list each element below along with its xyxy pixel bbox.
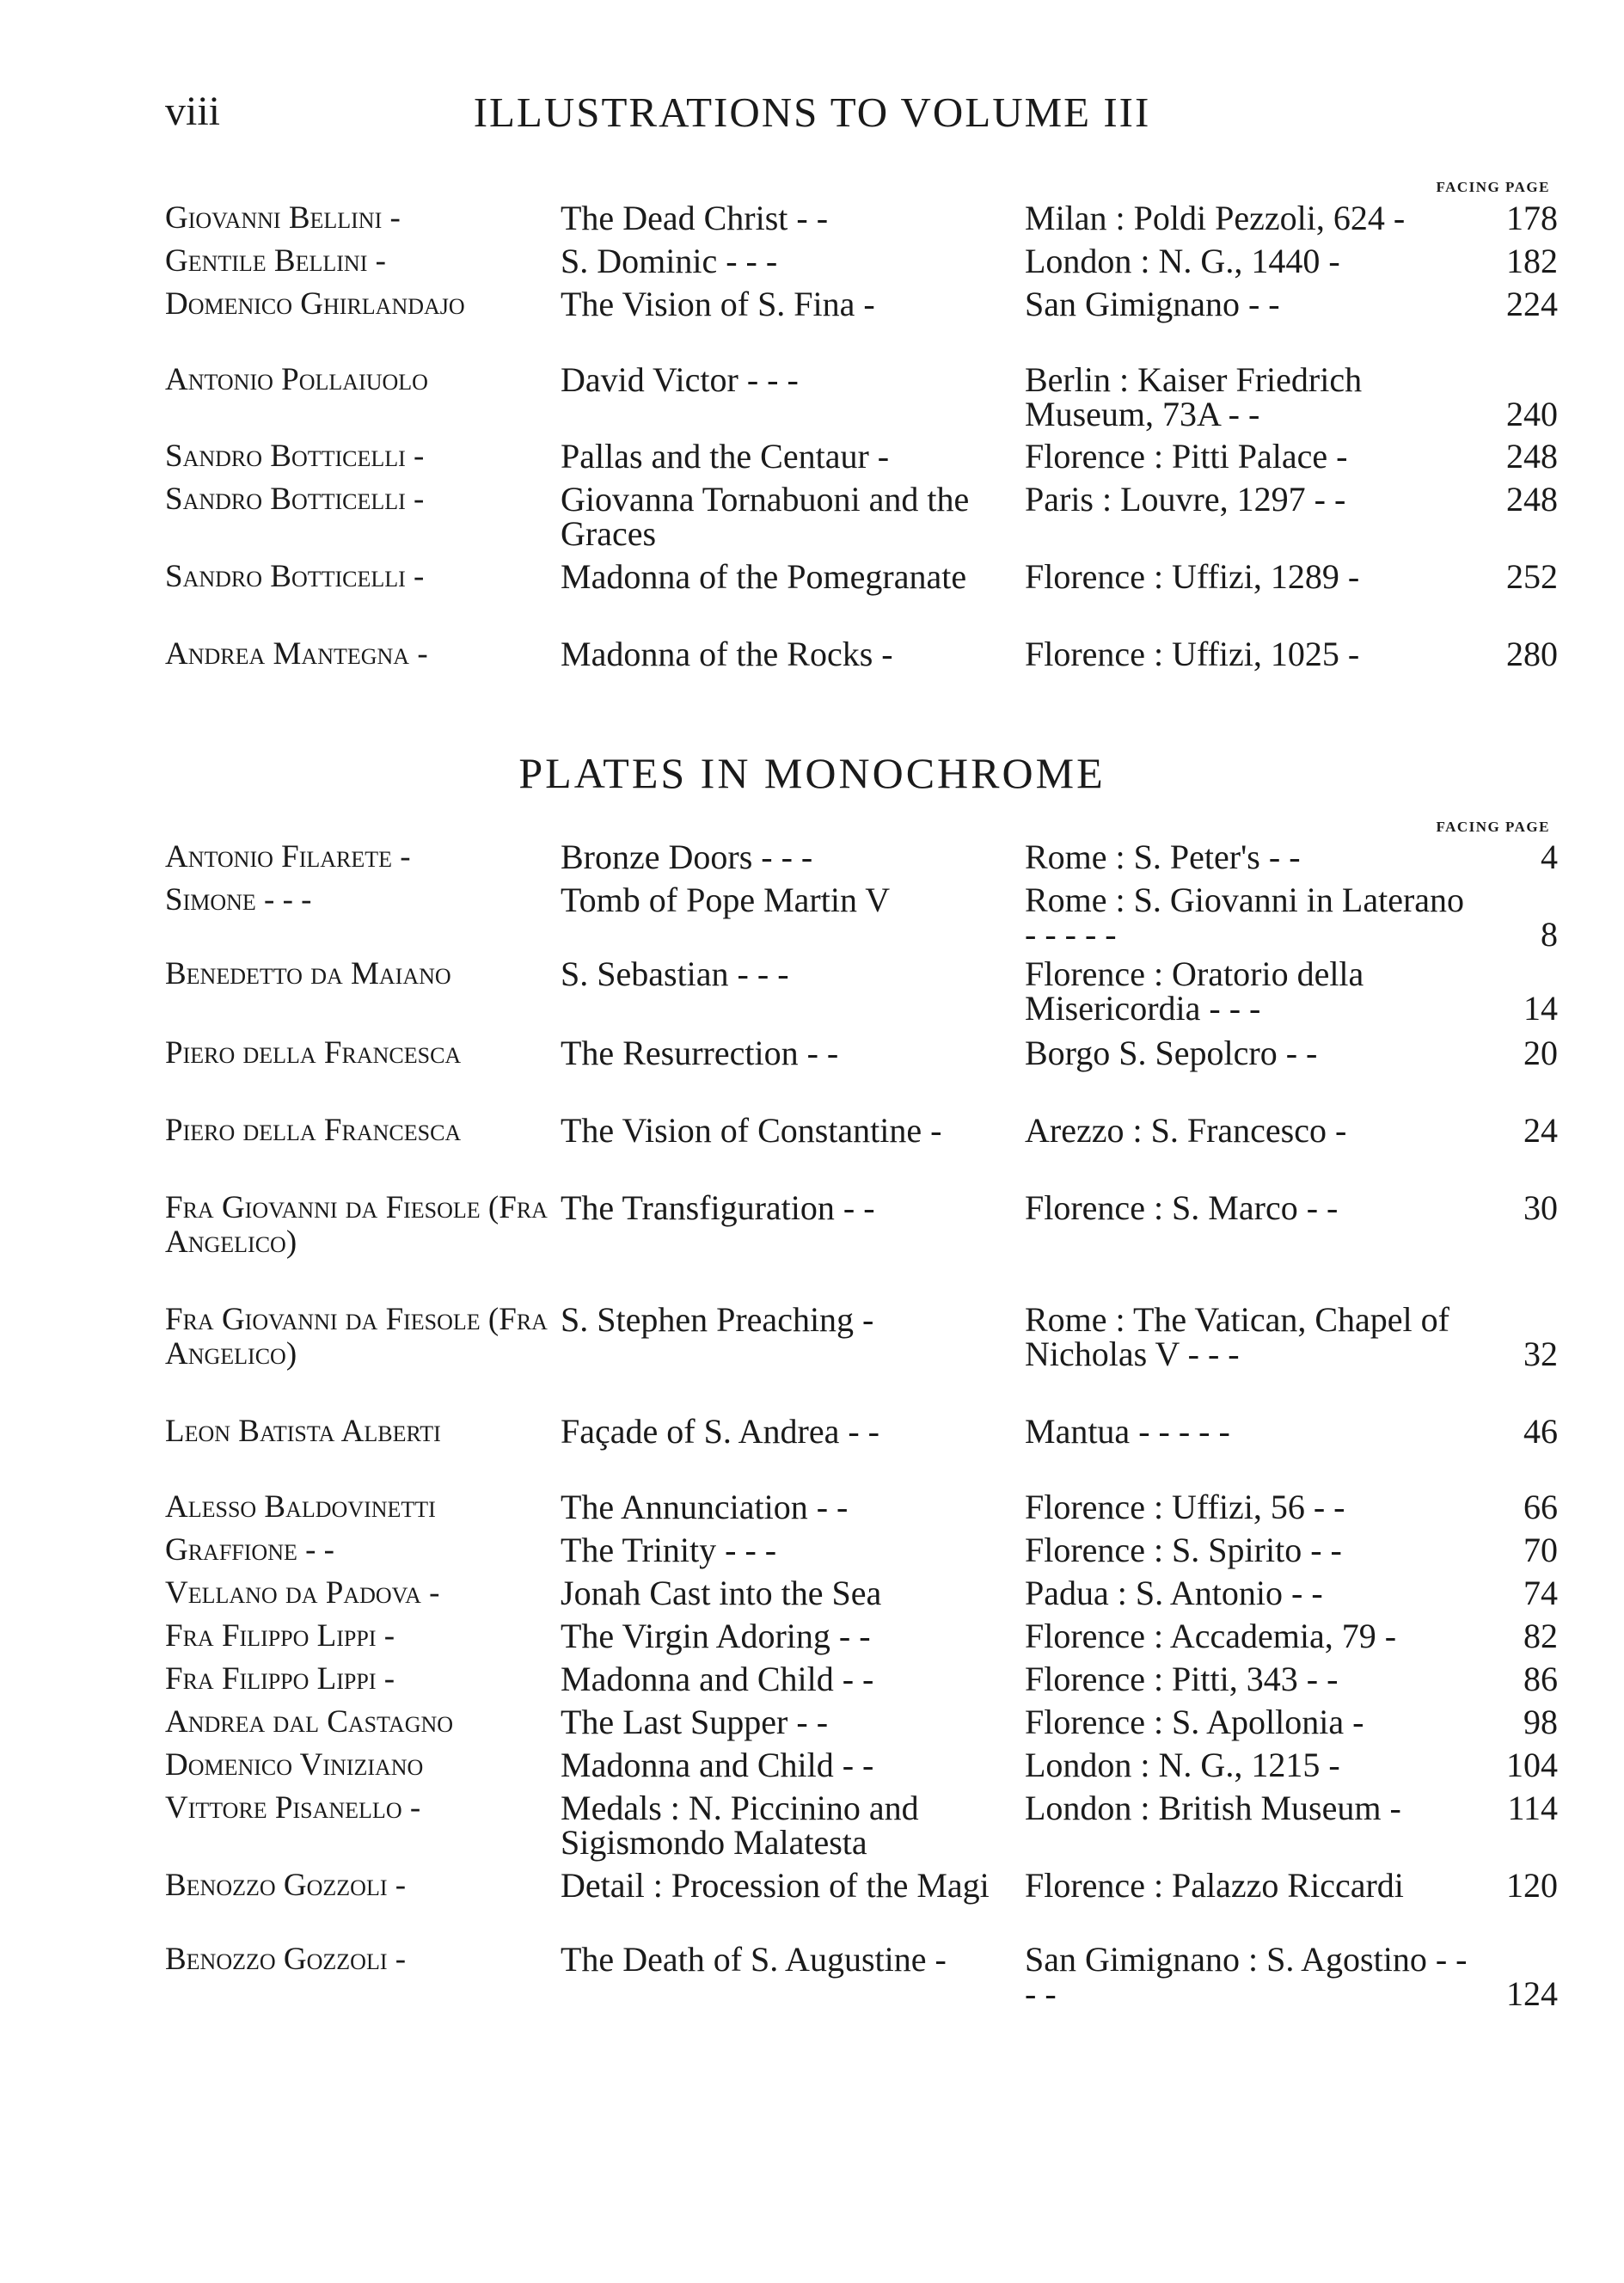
artist-name: Antonio Filarete - [165, 839, 411, 875]
table-row [165, 360, 1558, 439]
artist-name: Domenico Viniziano [165, 1747, 424, 1783]
facing-page-label: FACING PAGE [1436, 179, 1550, 195]
table-row [165, 1036, 1558, 1114]
plate-location: Florence : Pitti Palace - [1025, 437, 1348, 476]
page-number-cell: 120 [1506, 1866, 1558, 1905]
page-number-cell: 20 [1523, 1034, 1558, 1072]
plate-subject: David Victor - - - [561, 360, 799, 399]
plate-subject: Façade of S. Andrea - - [561, 1412, 879, 1451]
table-row [165, 1412, 1558, 1490]
artist-name: Piero della Francesca [165, 1035, 462, 1071]
plate-location: Paris : Louvre, 1297 - - [1025, 480, 1346, 519]
plate-subject: The Vision of S. Fina - [561, 285, 875, 323]
plate-subject: The Vision of Constantine - [561, 1111, 942, 1150]
plate-location: Arezzo : S. Francesco - [1025, 1111, 1347, 1150]
plate-subject: Bronze Doors - - - [561, 838, 813, 876]
plate-subject: Pallas and the Centaur - [561, 437, 890, 476]
color-plates-table [165, 201, 1558, 680]
table-row [165, 201, 1558, 244]
table-row [165, 1748, 1558, 1791]
page-number-cell: 248 [1506, 480, 1558, 519]
table-row [165, 1866, 1558, 1942]
table-row [165, 1619, 1558, 1662]
table-row [165, 954, 1558, 1036]
artist-name: Fra Filippo Lippi - [165, 1661, 395, 1697]
plate-subject: Giovanna Tornabuoni and the Graces [561, 480, 970, 553]
page-number-cell: 240 [1506, 395, 1558, 433]
plate-location: San Gimignano : S. Agostino - - - - [1025, 1940, 1468, 2013]
artist-name: Domenico Ghirlandajo [165, 286, 465, 322]
section-title: PLATES IN MONOCHROME [518, 749, 1106, 797]
plate-subject: Detail : Procession of the Magi [561, 1866, 990, 1905]
page-number-cell: 82 [1523, 1617, 1558, 1655]
plate-location: London : N. G., 1215 - [1025, 1746, 1340, 1784]
plate-subject: Medals : N. Piccinino and Sigismondo Malatesta [561, 1789, 919, 1862]
plate-subject: Madonna of the Rocks - [561, 635, 893, 673]
plate-subject: Jonah Cast into the Sea [561, 1574, 882, 1612]
page-number-cell: 98 [1523, 1703, 1558, 1741]
page-number-cell: 224 [1506, 285, 1558, 323]
plate-location: Florence : Oratorio della Misericordia - - - [1025, 954, 1364, 1028]
artist-name: Benozzo Gozzoli - [165, 1942, 407, 1977]
plate-location: San Gimignano - - [1025, 285, 1280, 323]
artist-name: Leon Batista Alberti [165, 1414, 441, 1449]
table-row [165, 244, 1558, 287]
table-row [165, 1533, 1558, 1576]
plate-location: Florence : S. Apollonia - [1025, 1703, 1364, 1741]
page-number-cell: 178 [1506, 199, 1558, 237]
plate-location: London : N. G., 1440 - [1025, 242, 1340, 280]
plate-subject: S. Stephen Preaching - [561, 1300, 874, 1339]
page-number-cell: 280 [1506, 635, 1558, 673]
table-row [165, 1300, 1558, 1415]
page-number: viii [165, 89, 221, 134]
plate-location: Florence : S. Spirito - - [1025, 1531, 1342, 1569]
plate-subject: Madonna and Child - - [561, 1746, 874, 1784]
plate-subject: The Transfiguration - - [561, 1188, 875, 1227]
page-number-cell: 24 [1523, 1111, 1558, 1150]
plate-subject: S. Sebastian - - - [561, 954, 789, 993]
plate-location: Borgo S. Sepolcro - - [1025, 1034, 1318, 1072]
artist-name: Fra Giovanni da Fiesole (Fra Angelico) [165, 1190, 548, 1260]
plate-location: Padua : S. Antonio - - [1025, 1574, 1323, 1612]
plate-subject: The Resurrection - - [561, 1034, 839, 1072]
table-row [165, 1705, 1558, 1748]
plate-subject: S. Dominic - - - [561, 242, 778, 280]
table-row [165, 287, 1558, 363]
table-row [165, 1942, 1558, 2022]
plate-location: Rome : The Vatican, Chapel of Nicholas V - - - [1025, 1300, 1449, 1373]
artist-name: Simone - - - [165, 882, 312, 917]
plate-subject: The Virgin Adoring - - [561, 1617, 871, 1655]
plate-location: Florence : Uffizi, 56 - - [1025, 1488, 1345, 1526]
page-number-cell: 8 [1541, 915, 1558, 954]
plate-subject: The Last Supper - - [561, 1703, 829, 1741]
plate-subject: The Dead Christ - - [561, 199, 829, 237]
facing-page-label: FACING PAGE [1436, 819, 1550, 835]
table-row [165, 1662, 1558, 1705]
plate-location: Milan : Poldi Pezzoli, 624 - [1025, 199, 1406, 237]
plate-subject: Tomb of Pope Martin V [561, 881, 891, 919]
artist-name: Gentile Bellini - [165, 243, 386, 279]
page-number-cell: 32 [1523, 1335, 1558, 1373]
table-row [165, 482, 1558, 560]
page-number-cell: 86 [1523, 1660, 1558, 1698]
artist-name: Fra Filippo Lippi - [165, 1618, 395, 1654]
page-number-cell: 14 [1523, 989, 1558, 1028]
artist-name: Vellano da Padova - [165, 1575, 440, 1611]
artist-name: Sandro Botticelli - [165, 559, 425, 594]
plate-location: Rome : S. Peter's - - [1025, 838, 1301, 876]
artist-name: Sandro Botticelli - [165, 482, 425, 517]
artist-name: Andrea Mantegna - [165, 636, 428, 672]
table-row [165, 1576, 1558, 1619]
plate-location: Florence : S. Marco - - [1025, 1188, 1339, 1227]
plate-location: Berlin : Kaiser Friedrich Museum, 73A - - [1025, 360, 1363, 433]
plate-location: Florence : Accademia, 79 - [1025, 1617, 1397, 1655]
plate-location: Florence : Palazzo Riccardi [1025, 1866, 1404, 1905]
artist-name: Graffione - - [165, 1532, 334, 1568]
plate-location: Florence : Uffizi, 1025 - [1025, 635, 1360, 673]
artist-name: Alesso Baldovinetti [165, 1489, 436, 1525]
plate-location: Florence : Uffizi, 1289 - [1025, 557, 1360, 596]
plate-location: Rome : S. Giovanni in Laterano - - - - - [1025, 881, 1465, 954]
page-number-cell: 114 [1507, 1789, 1558, 1827]
artist-name: Fra Giovanni da Fiesole (Fra Angelico) [165, 1302, 548, 1372]
artist-name: Piero della Francesca [165, 1113, 462, 1148]
plate-subject: The Trinity - - - [561, 1531, 777, 1569]
page-number-cell: 70 [1523, 1531, 1558, 1569]
artist-name: Vittore Pisanello - [165, 1790, 421, 1826]
table-row [165, 1188, 1558, 1303]
plate-location: Florence : Pitti, 343 - - [1025, 1660, 1339, 1698]
page-number-cell: 30 [1523, 1188, 1558, 1227]
table-row [165, 557, 1558, 637]
artist-name: Sandro Botticelli - [165, 439, 425, 474]
artist-name: Benedetto da Maiano [165, 956, 451, 991]
plate-location: Mantua - - - - - [1025, 1412, 1230, 1451]
table-row [165, 637, 1558, 680]
page-number-cell: 124 [1506, 1974, 1558, 2013]
page-number-cell: 182 [1506, 242, 1558, 280]
plate-subject: Madonna of the Pomegranate [561, 557, 967, 596]
table-row [165, 1791, 1558, 1869]
page-number-cell: 74 [1523, 1574, 1558, 1612]
page-number-cell: 252 [1506, 557, 1558, 596]
table-row [165, 883, 1558, 957]
plate-subject: Madonna and Child - - [561, 1660, 874, 1698]
page-title: ILLUSTRATIONS TO VOLUME III [473, 89, 1151, 136]
table-row [165, 439, 1558, 482]
table-row [165, 1111, 1558, 1191]
artist-name: Benozzo Gozzoli - [165, 1868, 407, 1903]
plate-location: London : British Museum - [1025, 1789, 1401, 1827]
artist-name: Andrea dal Castagno [165, 1704, 454, 1740]
table-row [165, 840, 1558, 883]
page-number-cell: 66 [1523, 1488, 1558, 1526]
monochrome-plates-table [165, 840, 1558, 2022]
table-row [165, 1490, 1558, 1533]
page-number-cell: 4 [1541, 838, 1558, 876]
plate-subject: The Death of S. Augustine - [561, 1940, 947, 1979]
plate-subject: The Annunciation - - [561, 1488, 849, 1526]
page-number-cell: 46 [1523, 1412, 1558, 1451]
artist-name: Giovanni Bellini - [165, 200, 401, 236]
page-number-cell: 248 [1506, 437, 1558, 476]
artist-name: Antonio Pollaiuolo [165, 362, 428, 397]
page-number-cell: 104 [1506, 1746, 1558, 1784]
